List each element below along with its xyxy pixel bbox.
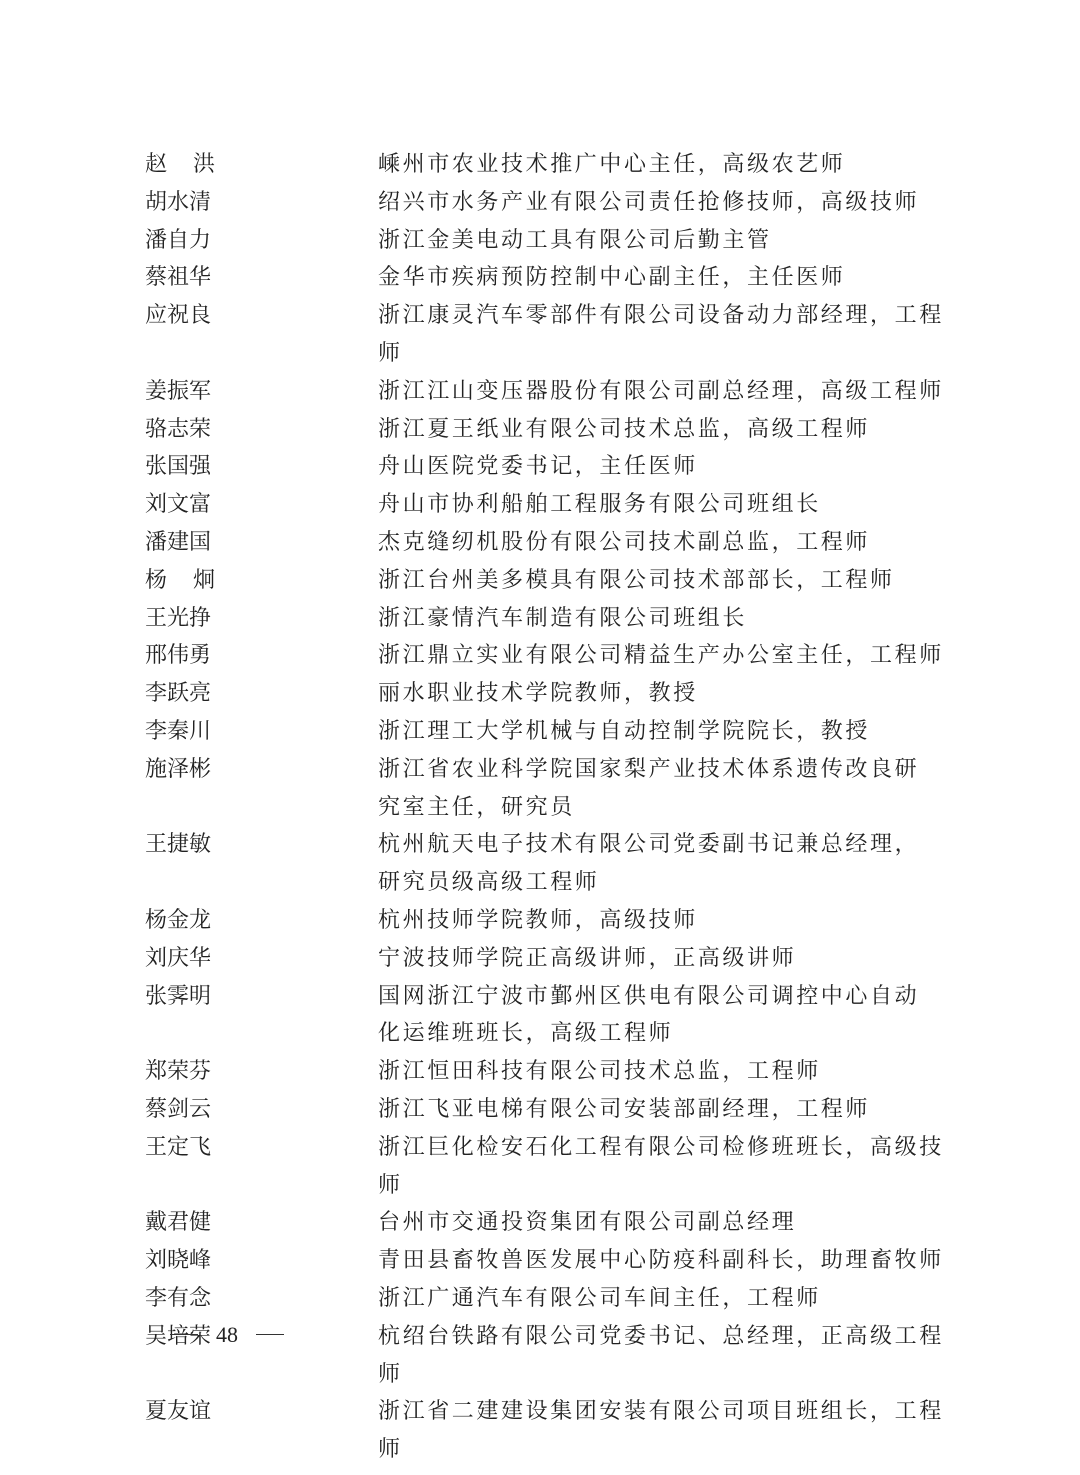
- person-title: 浙江金美电动工具有限公司后勤主管: [378, 227, 772, 253]
- person-name: 蔡祖华: [145, 265, 212, 291]
- person-name: 刘庆华: [145, 945, 212, 971]
- list-item: [145, 448, 945, 486]
- list-item: [145, 751, 945, 827]
- person-name: 夏友谊: [145, 1399, 212, 1425]
- person-name: 邢伟勇: [145, 643, 212, 669]
- list-item: [145, 978, 945, 1054]
- person-title: 浙江广通汽车有限公司车间主任，工程师: [378, 1285, 821, 1311]
- list-item: [145, 713, 945, 751]
- person-title: 国网浙江宁波市鄞州区供电有限公司调控中心自动 化运维班班长，高级工程师: [378, 983, 920, 1047]
- person-name-family: 洪: [193, 152, 216, 177]
- list-item: [145, 1242, 945, 1280]
- person-name: 潘建国: [145, 529, 212, 555]
- person-title: 浙江豪情汽车制造有限公司班组长: [378, 605, 748, 631]
- list-item: [145, 411, 945, 449]
- person-title: 嵊州市农业技术推广中心主任，高级农艺师: [378, 152, 846, 177]
- list-item: [145, 562, 945, 600]
- person-name: 李秦川: [145, 718, 212, 744]
- list-item: [145, 940, 945, 978]
- person-name: 张霁明: [145, 983, 212, 1009]
- list-item: [145, 259, 945, 297]
- list-item: [145, 637, 945, 675]
- person-title: 舟山市协利船舶工程服务有限公司班组长: [378, 492, 821, 518]
- list-item: [145, 600, 945, 638]
- person-name: 蔡剑云: [145, 1096, 212, 1122]
- person-name: 刘文富: [145, 492, 212, 518]
- list-item: [145, 1129, 945, 1205]
- list-item: [145, 146, 945, 184]
- list-item: [145, 826, 945, 902]
- person-title: 绍兴市水务产业有限公司责任抢修技师，高级技师: [378, 189, 920, 215]
- person-name: 王光挣: [145, 605, 212, 631]
- list-item: [145, 1393, 945, 1469]
- list-item: [145, 184, 945, 222]
- list-item: [145, 1091, 945, 1129]
- list-item: [145, 373, 945, 411]
- person-name-given: 杨: [145, 567, 168, 593]
- person-title: 舟山医院党委书记，主任医师: [378, 454, 698, 480]
- list-item: [145, 902, 945, 940]
- person-name: 刘晓峰: [145, 1248, 212, 1274]
- person-name: 郑荣芬: [145, 1059, 212, 1085]
- list-item: [145, 297, 945, 373]
- footer-dash-left: [170, 1334, 198, 1335]
- person-title: 浙江飞亚电梯有限公司安装部副经理，工程师: [378, 1096, 871, 1122]
- person-name-given: 赵: [145, 152, 168, 177]
- person-name: 胡水清: [145, 189, 212, 215]
- list-item: [145, 1053, 945, 1091]
- person-name: 骆志荣: [145, 416, 212, 442]
- person-name: 李跃亮: [145, 681, 212, 707]
- person-title: 浙江江山变压器股份有限公司副总经理，高级工程师: [378, 378, 944, 404]
- person-title: 青田县畜牧兽医发展中心防疫科副科长，助理畜牧师: [378, 1248, 944, 1274]
- person-title: 浙江理工大学机械与自动控制学院院长，教授: [378, 718, 871, 744]
- page-number: 48: [216, 1321, 238, 1347]
- person-title: 台州市交通投资集团有限公司副总经理: [378, 1210, 797, 1236]
- person-name: 应祝良: [145, 303, 212, 329]
- person-name: [145, 146, 378, 184]
- list-item: [145, 222, 945, 260]
- person-title: 杭绍台铁路有限公司党委书记、总经理，正高级工程师: [378, 1323, 944, 1387]
- person-name: 吴培荣: [145, 1323, 212, 1349]
- person-title: 浙江恒田科技有限公司技术总监，工程师: [378, 1059, 821, 1085]
- person-name: 潘自力: [145, 227, 212, 253]
- honoree-list: [145, 146, 945, 1469]
- person-name: 戴君健: [145, 1210, 212, 1236]
- list-item: [145, 1280, 945, 1318]
- person-title: 浙江夏王纸业有限公司技术总监，高级工程师: [378, 416, 871, 442]
- person-title: 宁波技师学院正高级讲师，正高级讲师: [378, 945, 797, 971]
- person-title: 浙江鼎立实业有限公司精益生产办公室主任，工程师: [378, 643, 944, 669]
- person-name: 王定飞: [145, 1134, 212, 1160]
- person-name: 姜振军: [145, 378, 212, 404]
- footer-dash-right: [256, 1334, 284, 1335]
- person-name: 张国强: [145, 454, 212, 480]
- person-title: 浙江巨化检安石化工程有限公司检修班班长，高级技师: [378, 1134, 944, 1198]
- person-title: 杭州航天电子技术有限公司党委副书记兼总经理， 研究员级高级工程师: [378, 832, 920, 896]
- list-item: [145, 675, 945, 713]
- person-title: 浙江台州美多模具有限公司技术部部长，工程师: [378, 567, 895, 593]
- person-name: 施泽彬: [145, 756, 212, 782]
- person-title: 杭州技师学院教师，高级技师: [378, 907, 698, 933]
- person-name: 李有念: [145, 1285, 212, 1311]
- page-footer: [170, 1320, 284, 1348]
- person-title: 杰克缝纫机股份有限公司技术副总监，工程师: [378, 529, 871, 555]
- list-item: [145, 1204, 945, 1242]
- person-title: 丽水职业技术学院教师，教授: [378, 681, 698, 707]
- person-title: 金华市疾病预防控制中心副主任，主任医师: [378, 265, 846, 291]
- person-title: 浙江省二建建设集团安装有限公司项目班组长，工程师: [378, 1399, 944, 1463]
- list-item: [145, 524, 945, 562]
- person-name: [145, 562, 378, 600]
- person-name-family: 炯: [193, 567, 216, 593]
- person-name: 杨金龙: [145, 907, 212, 933]
- list-item: [145, 486, 945, 524]
- person-name: 王捷敏: [145, 832, 212, 858]
- person-title: 浙江省农业科学院国家梨产业技术体系遗传改良研 究室主任，研究员: [378, 756, 920, 820]
- person-title: 浙江康灵汽车零部件有限公司设备动力部经理，工程师: [378, 303, 944, 366]
